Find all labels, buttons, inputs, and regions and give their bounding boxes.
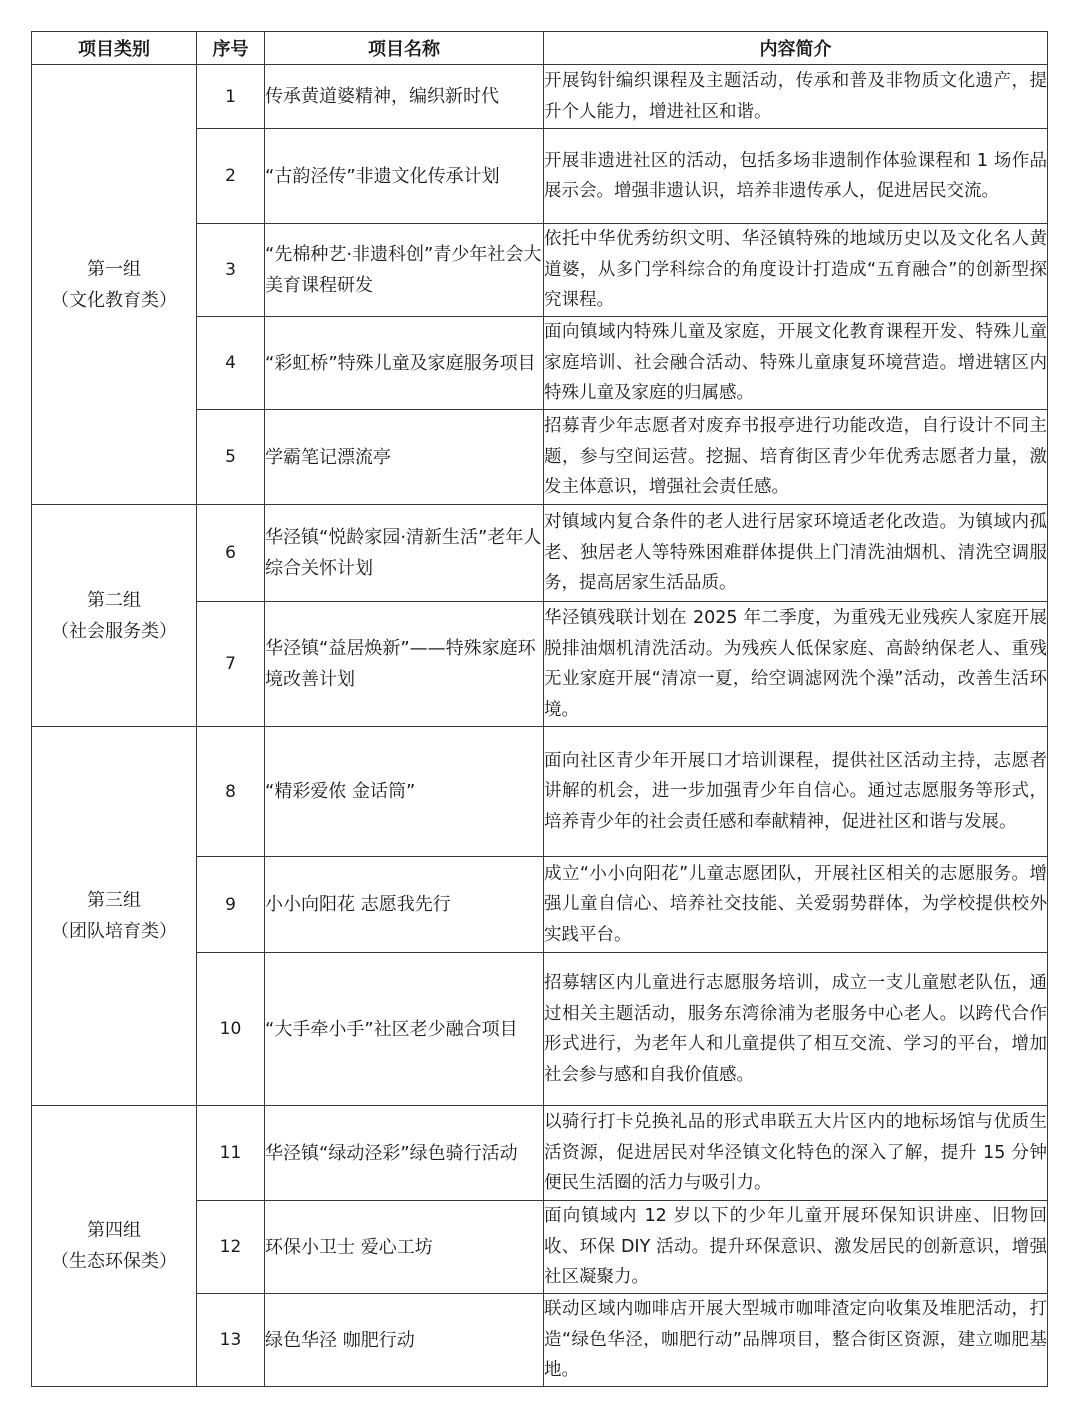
project-name: 学霸笔记漂流亭 xyxy=(265,410,544,505)
row-number: 12 xyxy=(197,1201,265,1294)
project-name: “古韵泾传”非遗文化传承计划 xyxy=(265,129,544,224)
table-row xyxy=(32,505,1048,602)
project-name: 环保小卫士 爱心工坊 xyxy=(265,1201,544,1294)
project-name: 绿色华泾 咖肥行动 xyxy=(265,1294,544,1387)
row-number: 8 xyxy=(197,727,265,857)
category-type: （生态环保类） xyxy=(51,1251,177,1272)
project-summary: 华泾镇残联计划在 2025 年二季度，为重残无业残疾人家庭开展脱排油烟机清洗活动。为残疾人低保家庭、高龄纳保老人、重残无业家庭开展“清凉一夏，给空调滤网洗个澡”活动，改善生活环境。 xyxy=(544,602,1048,727)
category-cell-group-2 xyxy=(32,505,197,727)
category-type: （文化教育类） xyxy=(51,289,177,311)
category-type: （团队培育类） xyxy=(51,921,177,942)
row-number: 2 xyxy=(197,129,265,224)
project-table xyxy=(31,31,1048,1387)
project-summary: 成立“小小向阳花”儿童志愿团队，开展社区相关的志愿服务。增强儿童自信心、培养社交技能、关爱弱势群体，为学校提供校外实践平台。 xyxy=(544,857,1048,953)
header-name: 项目名称 xyxy=(265,32,544,65)
project-summary: 招募青少年志愿者对废弃书报亭进行功能改造，自行设计不同主题，参与空间运营。挖掘、培育街区青少年优秀志愿者力量，激发主体意识，增强社会责任感。 xyxy=(544,410,1048,505)
project-summary: 对镇域内复合条件的老人进行居家环境适老化改造。为镇域内孤老、独居老人等特殊困难群体提供上门清洗油烟机、清洗空调服务，提高居家生活品质。 xyxy=(544,505,1048,602)
project-summary: 联动区域内咖啡店开展大型城市咖啡渣定向收集及堆肥活动，打造“绿色华泾，咖肥行动”品牌项目，整合街区资源，建立咖肥基地。 xyxy=(544,1294,1048,1387)
project-summary: 依托中华优秀纺织文明、华泾镇特殊的地域历史以及文化名人黄道婆，从多门学科综合的角度设计打造成“五育融合”的创新型探究课程。 xyxy=(544,224,1048,317)
project-name: 华泾镇“悦龄家园·清新生活”老年人综合关怀计划 xyxy=(265,505,544,602)
project-summary: 开展钩针编织课程及主题活动，传承和普及非物质文化遗产，提升个人能力，增进社区和谐。 xyxy=(544,65,1048,129)
row-number: 11 xyxy=(197,1106,265,1201)
category-name: 第四组 xyxy=(87,1220,141,1241)
project-name: 小小向阳花 志愿我先行 xyxy=(265,857,544,953)
table-row xyxy=(32,727,1048,857)
table-header-row xyxy=(32,32,1048,65)
project-name: 传承黄道婆精神，编织新时代 xyxy=(265,65,544,129)
category-cell-group-1 xyxy=(32,65,197,505)
project-name: 华泾镇“绿动泾彩”绿色骑行活动 xyxy=(265,1106,544,1201)
row-number: 5 xyxy=(197,410,265,505)
category-cell-group-4 xyxy=(32,1106,197,1387)
row-number: 3 xyxy=(197,224,265,317)
project-name: “精彩爱侬 金话筒” xyxy=(265,727,544,857)
category-name: 第三组 xyxy=(87,890,141,911)
project-name: “先棉种艺·非遗科创”青少年社会大美育课程研发 xyxy=(265,224,544,317)
table-row xyxy=(32,1106,1048,1201)
table-row xyxy=(32,65,1048,129)
project-name: “彩虹桥”特殊儿童及家庭服务项目 xyxy=(265,317,544,410)
header-summary: 内容简介 xyxy=(544,32,1048,65)
row-number: 10 xyxy=(197,953,265,1106)
row-number: 13 xyxy=(197,1294,265,1387)
row-number: 4 xyxy=(197,317,265,410)
row-number: 7 xyxy=(197,602,265,727)
row-number: 1 xyxy=(197,65,265,129)
project-summary: 开展非遗进社区的活动，包括多场非遗制作体验课程和 1 场作品展示会。增强非遗认识，培养非遗传承人，促进居民交流。 xyxy=(544,129,1048,224)
category-type: （社会服务类） xyxy=(51,620,177,642)
project-summary: 面向社区青少年开展口才培训课程，提供社区活动主持，志愿者讲解的机会，进一步加强青少年自信心。通过志愿服务等形式，培养青少年的社会责任感和奉献精神，促进社区和谐与发展。 xyxy=(544,727,1048,857)
row-number: 9 xyxy=(197,857,265,953)
project-summary: 招募辖区内儿童进行志愿服务培训，成立一支儿童慰老队伍，通过相关主题活动，服务东湾徐浦为老服务中心老人。以跨代合作形式进行，为老年人和儿童提供了相互交流、学习的平台，增加社会参与感和自我价值感。 xyxy=(544,953,1048,1106)
row-number: 6 xyxy=(197,505,265,602)
header-category: 项目类别 xyxy=(32,32,197,65)
header-index: 序号 xyxy=(197,32,265,65)
category-name: 第一组 xyxy=(87,258,141,280)
category-cell-group-3 xyxy=(32,727,197,1106)
project-summary: 面向镇域内 12 岁以下的少年儿童开展环保知识讲座、旧物回收、环保 DIY 活动。提升环保意识、激发居民的创新意识，增强社区凝聚力。 xyxy=(544,1201,1048,1294)
project-name: “大手牵小手”社区老少融合项目 xyxy=(265,953,544,1106)
project-summary: 面向镇域内特殊儿童及家庭，开展文化教育课程开发、特殊儿童家庭培训、社会融合活动、特殊儿童康复环境营造。增进辖区内特殊儿童及家庭的归属感。 xyxy=(544,317,1048,410)
project-name: 华泾镇“益居焕新”——特殊家庭环境改善计划 xyxy=(265,602,544,727)
project-summary: 以骑行打卡兑换礼品的形式串联五大片区内的地标场馆与优质生活资源，促进居民对华泾镇文化特色的深入了解，提升 15 分钟便民生活圈的活力与吸引力。 xyxy=(544,1106,1048,1201)
category-name: 第二组 xyxy=(87,589,141,611)
